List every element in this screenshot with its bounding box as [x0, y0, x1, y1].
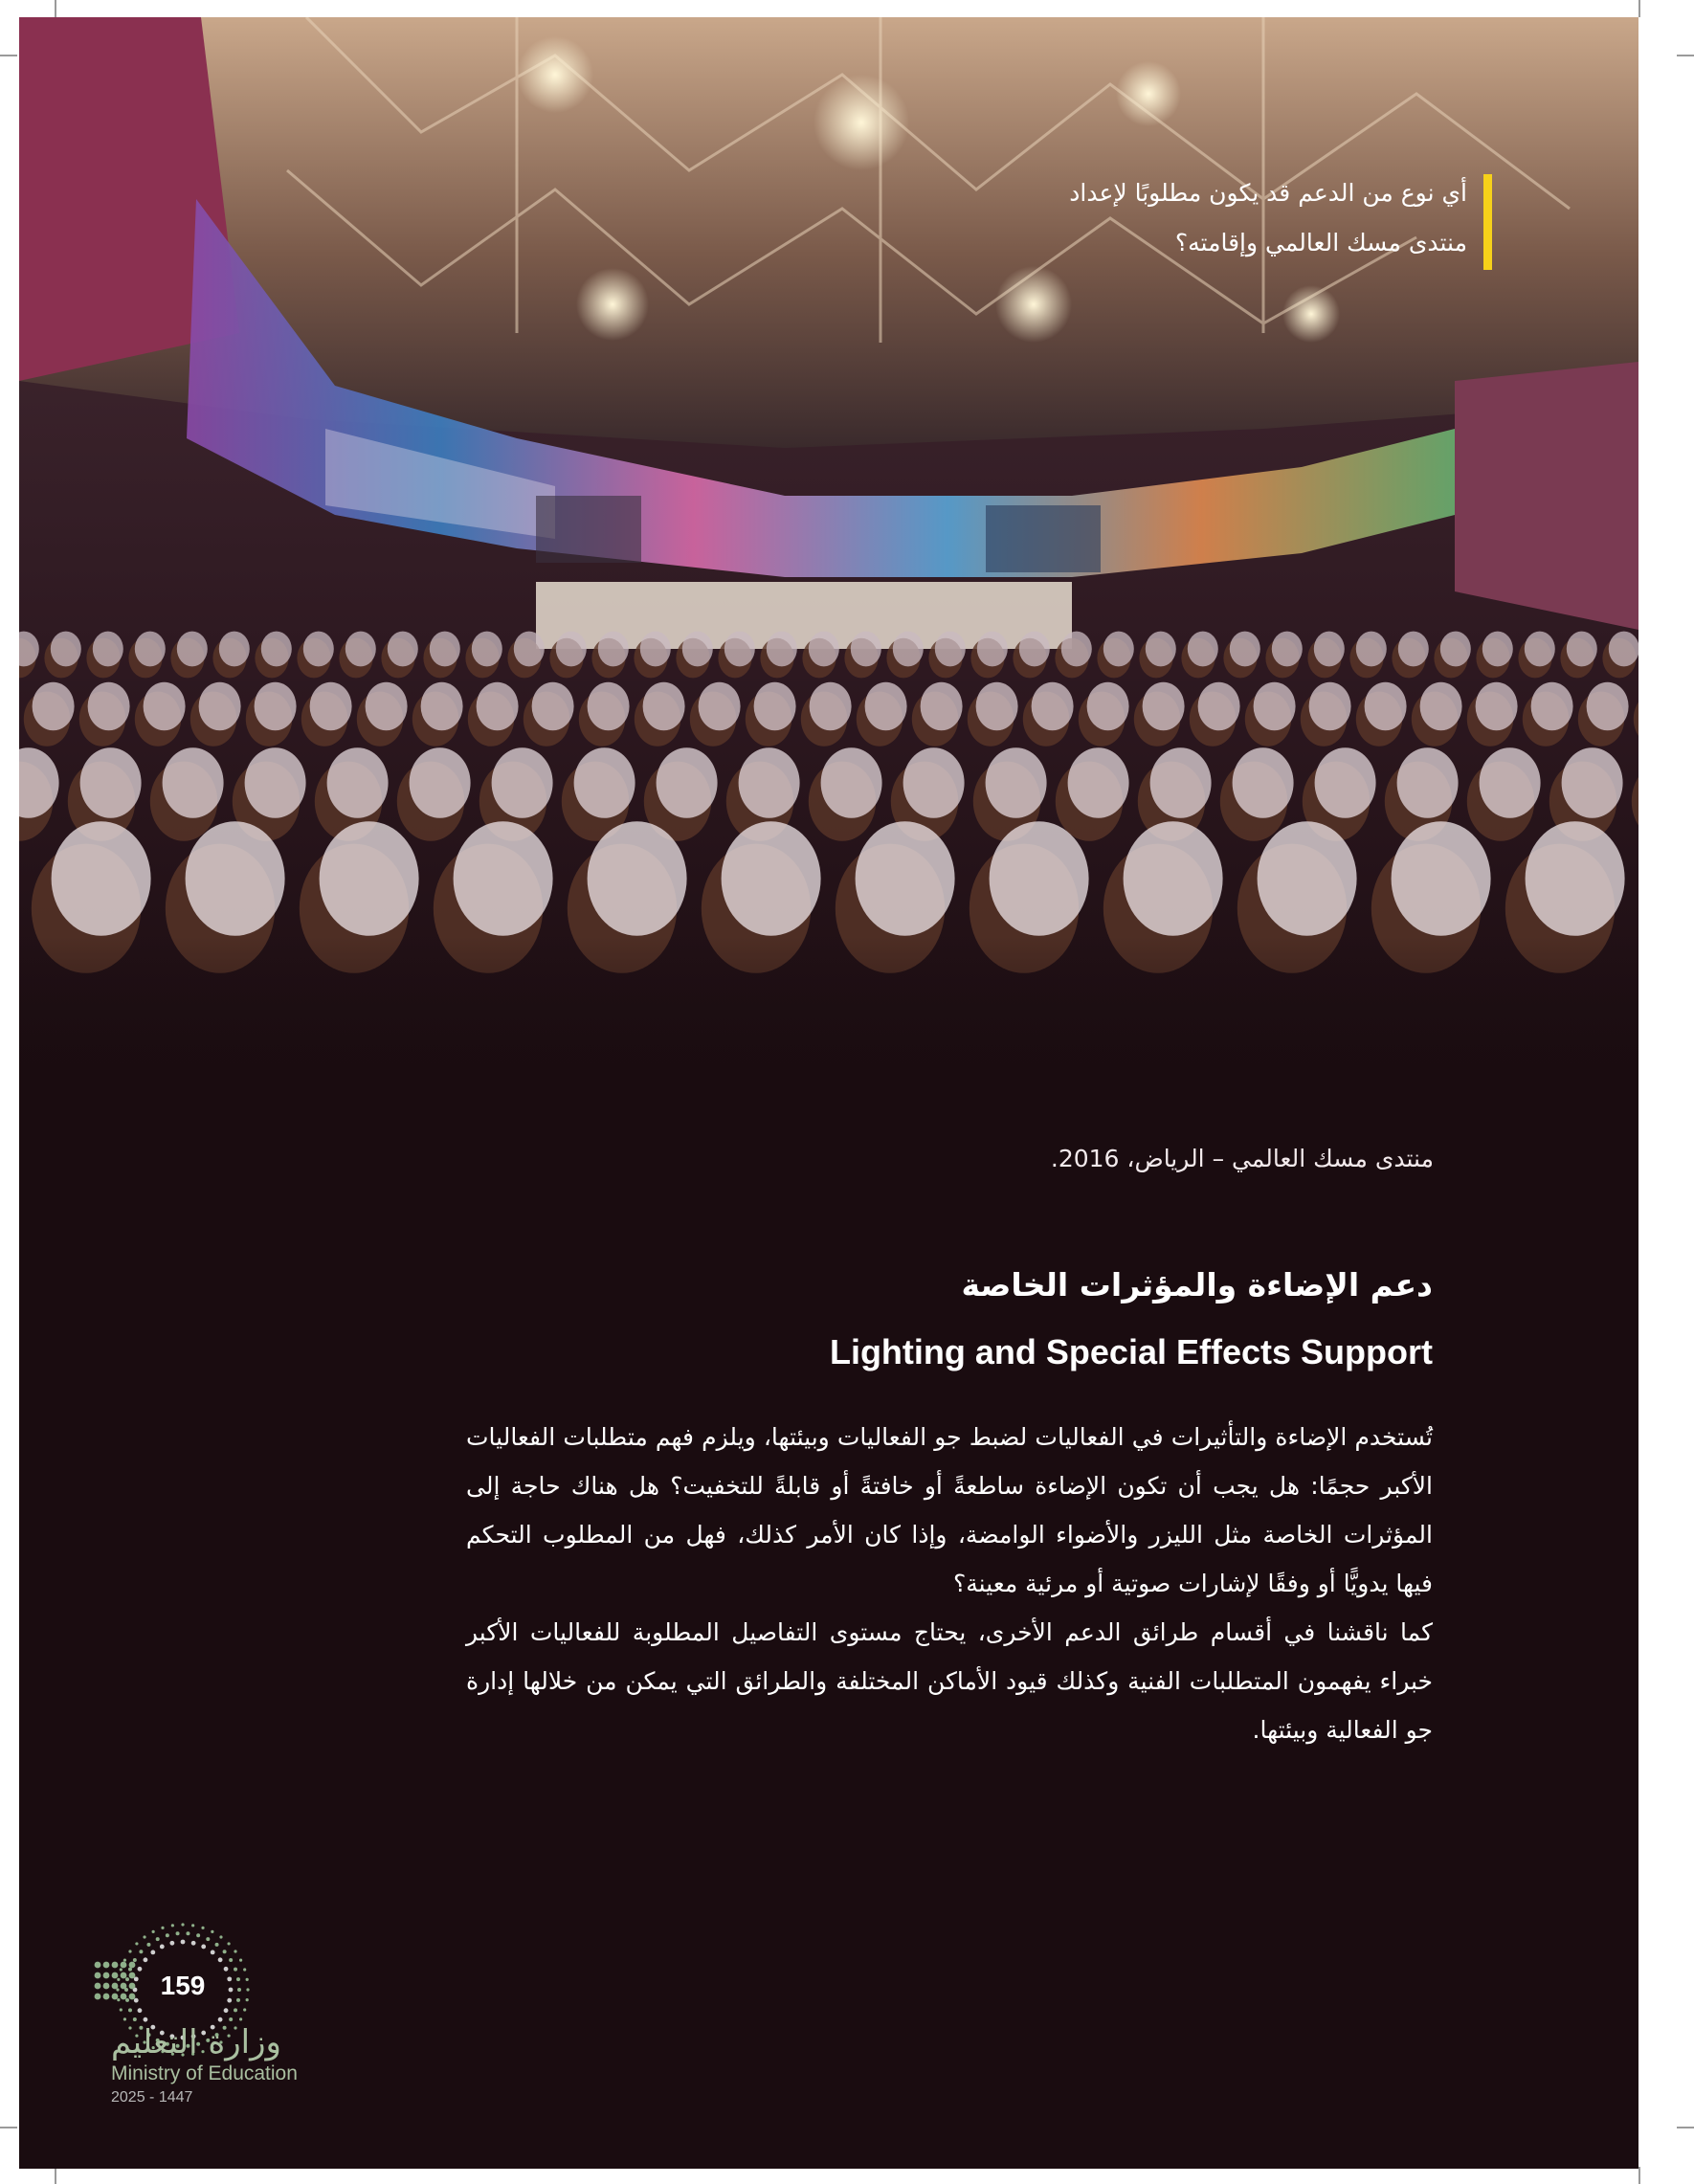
logo-dot [139, 1950, 143, 1953]
logo-dot [121, 1994, 127, 2000]
logo-dot [95, 1994, 101, 2000]
audience-head-shape [1315, 747, 1376, 818]
audience-head-shape [1392, 821, 1491, 936]
audience-head-shape [1587, 682, 1629, 731]
crop-mark [0, 2127, 17, 2128]
audience-head-shape [588, 821, 687, 936]
logo-dot [181, 1940, 186, 1945]
logo-dot [95, 1972, 101, 1979]
logo-dot [206, 1937, 210, 1941]
audience-head-shape [88, 682, 130, 731]
logo-dot [218, 1957, 223, 1962]
logo-dot [227, 1998, 232, 2003]
logo-dot [129, 1962, 136, 1969]
audience-head-shape [477, 682, 519, 731]
logo-dot [191, 1924, 194, 1927]
audience-head-shape [1272, 632, 1303, 667]
logo-dot [133, 1958, 137, 1962]
logo-dot [152, 1930, 155, 1933]
crop-mark [1677, 2127, 1694, 2128]
audience-head-shape [1124, 821, 1223, 936]
audience-head-shape [921, 682, 963, 731]
audience-head-shape [472, 632, 502, 667]
logo-dot [144, 1957, 148, 1962]
audience-head-shape [893, 632, 924, 667]
logo-dot [143, 1935, 145, 1938]
audience-head-shape [1531, 682, 1573, 731]
audience-head-shape [640, 632, 671, 667]
audience-head-shape [722, 821, 821, 936]
audience-head-shape [219, 632, 250, 667]
logo-dot [160, 1945, 165, 1950]
crop-mark [1638, 2167, 1640, 2184]
logo-dot [234, 2008, 237, 2012]
logo-dot [181, 1923, 184, 1926]
audience-head-shape [255, 682, 297, 731]
audience-head-shape [454, 821, 553, 936]
crop-mark [55, 0, 56, 17]
logo-dot [123, 1959, 126, 1962]
section-heading-english: Lighting and Special Effects Support [829, 1332, 1433, 1371]
audience-head-shape [1258, 821, 1357, 936]
logo-dot [103, 1972, 110, 1979]
logo-dot [227, 1942, 230, 1945]
audience-head-shape [1314, 632, 1345, 667]
audience-head-shape [986, 747, 1047, 818]
logo-dot [229, 1958, 233, 1962]
logo-dot [196, 1933, 200, 1937]
audience-head-shape [1254, 682, 1296, 731]
ministry-name-english: Ministry of Education [111, 2062, 298, 2084]
logo-dot [135, 1942, 138, 1945]
crop-mark [1638, 0, 1640, 17]
logo-dot [239, 2017, 242, 2020]
audience-head-shape [430, 632, 460, 667]
audience-head-shape [976, 682, 1018, 731]
logo-dot [112, 1962, 119, 1969]
logo-dot [229, 2017, 233, 2021]
logo-dot [128, 2008, 132, 2012]
audience-head-shape [865, 682, 907, 731]
logo-dot [234, 1968, 237, 1972]
logo-dot [112, 1972, 119, 1979]
logo-dot [234, 1950, 236, 1952]
logo-dot [186, 1931, 189, 1935]
audience-head-shape [327, 747, 389, 818]
audience-head-shape [1476, 682, 1518, 731]
audience-head-shape [514, 632, 545, 667]
body-paragraph: تُستخدم الإضاءة والتأثيرات في الفعاليات لضبط جو الفعاليات وبيئتها، ويلزم فهم متطلبات الفعاليات الأكبر حجمًا: هل يجب أن تكون الإضاءة ساطعةً أو خافتةً أو قابلةً للتخفيت؟ هل هناك حاجة إلى المؤثرات الخاصة مثل الليزر والأضواء الوامضة، وإذا كان الأمر كذلك، فهل من المطلوب التحكم فيها يدويًّا أو وفقًا لإشارات صوتية أو مرئية معينة؟ [466, 1423, 1433, 1597]
conference-photo [19, 17, 1638, 1108]
audience-head-shape [851, 632, 881, 667]
logo-dot [227, 1976, 232, 1981]
audience-head-shape [1525, 632, 1555, 667]
logo-dot [121, 1983, 127, 1990]
audience-head-shape [177, 632, 208, 667]
logo-dot [112, 1994, 119, 2000]
audience-head-shape [977, 632, 1008, 667]
logo-dot [103, 1994, 110, 2000]
audience-head-shape [810, 682, 852, 731]
audience-head-shape [1103, 632, 1134, 667]
audience-head-shape [163, 747, 224, 818]
audience-head-shape [1609, 632, 1638, 667]
logo-dot [171, 1924, 174, 1927]
audience-head-shape [1309, 682, 1351, 731]
logo-dot [103, 1962, 110, 1969]
audience-head-shape [699, 682, 741, 731]
audience-head-shape [492, 747, 553, 818]
audience-head-shape [144, 682, 186, 731]
logo-dot [224, 1967, 229, 1972]
question-line-2: منتدى مسك العالمي وإقامته؟ [1174, 229, 1467, 256]
audience-head-shape [1233, 747, 1294, 818]
audience-head-shape [1198, 682, 1240, 731]
audience-head-shape [724, 632, 755, 667]
audience-head-shape [80, 747, 142, 818]
logo-dot [218, 2017, 223, 2022]
logo-dot [237, 1988, 241, 1992]
audience-head-shape [320, 821, 419, 936]
logo-dot [211, 1930, 213, 1933]
audience-head-shape [1567, 632, 1597, 667]
audience-head-shape [1398, 632, 1429, 667]
logo-dot [103, 1983, 110, 1990]
logo-dot [95, 1983, 101, 1990]
audience-head-shape [809, 632, 839, 667]
audience-head-shape [903, 747, 965, 818]
logo-dot [120, 1968, 123, 1971]
audience-head-shape [1526, 821, 1625, 936]
section-heading-arabic: دعم الإضاءة والمؤثرات الخاصة [961, 1266, 1433, 1304]
audience-head-shape [1150, 747, 1212, 818]
audience-head-shape [1146, 632, 1176, 667]
logo-dot [246, 1978, 249, 1981]
logo-dot [129, 1994, 136, 2000]
audience-head-shape [821, 747, 882, 818]
logo-dot [133, 2017, 137, 2021]
logo-dot [144, 2017, 148, 2022]
logo-dot [121, 1962, 127, 1969]
photo-question-box [1069, 168, 1492, 268]
audience-head-shape [1061, 632, 1092, 667]
logo-dot [112, 1983, 119, 1990]
logo-dot [117, 1998, 120, 2001]
audience-head-shape [1032, 682, 1074, 731]
logo-dot [125, 1977, 129, 1981]
audience-head-shape [1068, 747, 1129, 818]
logo-dot [146, 1943, 150, 1947]
logo-dot [129, 1983, 136, 1990]
logo-dot [201, 1927, 204, 1929]
question-line-1: أي نوع من الدعم قد يكون مطلوبًا لإعداد [1069, 179, 1467, 207]
audience-head-shape [1397, 747, 1459, 818]
logo-dot [169, 1941, 174, 1946]
logo-dot [134, 1998, 139, 2003]
audience-head-shape [310, 682, 352, 731]
logo-dot [150, 1950, 155, 1955]
logo-dot [129, 1972, 136, 1979]
audience-head-shape [1230, 632, 1260, 667]
logo-dot [215, 1943, 219, 1947]
audience-head-shape [556, 632, 587, 667]
audience-head-shape [93, 632, 123, 667]
logo-dot [223, 1950, 227, 1953]
logo-dot [128, 1950, 131, 1952]
logo-dot [246, 1988, 249, 1991]
logo-dot [211, 1950, 215, 1955]
audience-head-shape [1420, 682, 1462, 731]
audience-head-shape [643, 682, 685, 731]
audience-head-shape [767, 632, 797, 667]
section-body [466, 1413, 1433, 1754]
audience-head-shape [388, 632, 418, 667]
audience-head-shape [245, 747, 306, 818]
logo-dot [176, 1931, 180, 1935]
audience-head-shape [421, 682, 463, 731]
audience-head-shape [990, 821, 1089, 936]
audience-head-shape [261, 632, 292, 667]
audience-head-shape [574, 747, 635, 818]
audience-head-shape [135, 632, 166, 667]
logo-dot [156, 1937, 160, 1941]
audience-head-shape [532, 682, 574, 731]
crop-mark [1677, 55, 1694, 56]
logo-dot [246, 1998, 249, 2001]
audience-head-shape [935, 632, 966, 667]
page [19, 17, 1638, 2169]
logo-dot [125, 1998, 129, 2002]
audience-head-shape [598, 632, 629, 667]
audience-head-shape [739, 747, 800, 818]
crop-mark [55, 2167, 56, 2184]
photo-caption: منتدى مسك العالمي – الرياض، 2016. [1050, 1145, 1434, 1172]
audience-head-shape [345, 632, 376, 667]
audience-head-shape [303, 632, 334, 667]
audience-head-shape [1562, 747, 1623, 818]
audience-head-shape [410, 747, 471, 818]
audience-head-shape [33, 682, 75, 731]
audience-head-shape [366, 682, 408, 731]
audience-head-shape [186, 821, 285, 936]
audience-head-shape [1482, 632, 1513, 667]
audience-head-shape [1356, 632, 1387, 667]
logo-dot [123, 2017, 126, 2020]
audience-head-shape [1143, 682, 1185, 731]
logo-dot [243, 1968, 246, 1971]
logo-dot [121, 1972, 127, 1979]
audience-head-shape [52, 821, 151, 936]
logo-dot [116, 1988, 119, 1991]
logo-dot [117, 1978, 120, 1981]
audience-head-shape [1019, 632, 1050, 667]
page-number: 159 [160, 1971, 206, 2000]
audience-head-shape [754, 682, 796, 731]
logo-dot [138, 2008, 143, 2013]
audience-head-shape [682, 632, 713, 667]
logo-dot [236, 1977, 240, 1981]
audience-head-shape [199, 682, 241, 731]
audience-head-shape [51, 632, 81, 667]
audience-head-shape [1188, 632, 1218, 667]
logo-dot [166, 1933, 169, 1937]
logo-dot [120, 2008, 123, 2011]
logo-dot [243, 2008, 246, 2011]
logo-dot [201, 1945, 206, 1950]
ministry-year: 2025 - 1447 [111, 2089, 193, 2106]
audience-head-shape [1365, 682, 1407, 731]
logo-dot [229, 1988, 234, 1993]
logo-dot [191, 1941, 196, 1946]
audience-head-shape [856, 821, 955, 936]
audience-head-shape [588, 682, 630, 731]
body-paragraph: كما ناقشنا في أقسام طرائق الدعم الأخرى، يحتاج مستوى التفاصيل المطلوبة للفعاليات الأكبر خبراء يفهمون المتطلبات الفنية وكذلك قيود الأماكن المختلفة والطرائق التي يمكن من خلالها إدارة جو الفعالية وبيئتها. [466, 1618, 1433, 1744]
logo-dot [224, 2008, 229, 2013]
accent-bar [1483, 174, 1492, 270]
audience-head-shape [657, 747, 718, 818]
audience-head-shape [1480, 747, 1541, 818]
logo-dot [161, 1927, 164, 1929]
logo-dot [239, 1959, 242, 1962]
logo-dot [138, 1967, 143, 1972]
logo-dot [95, 1962, 101, 1969]
audience-head-shape [1440, 632, 1471, 667]
ministry-name-arabic: وزارة التعليم [111, 2023, 281, 2061]
audience-head-shape [1087, 682, 1129, 731]
logo-dot [236, 1998, 240, 2002]
crop-mark [0, 55, 17, 56]
logo-dot [219, 1935, 222, 1938]
